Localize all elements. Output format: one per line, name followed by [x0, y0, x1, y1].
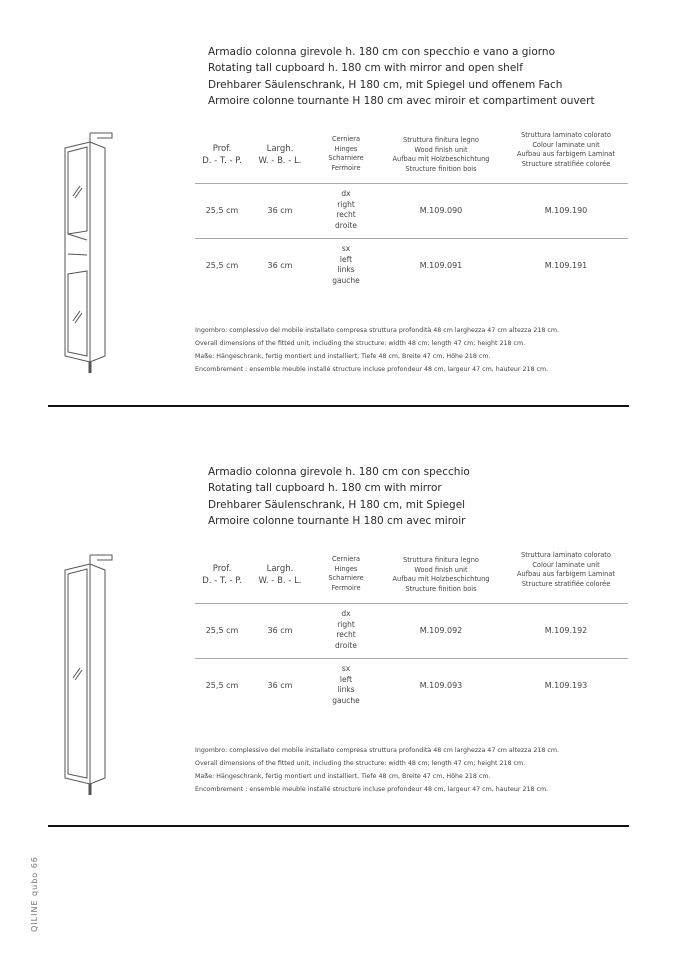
cell-laminate: M.109.190	[544, 206, 588, 215]
header-line: Largh.	[266, 564, 294, 574]
header-line: Aufbau aus farbigem Laminat	[517, 570, 615, 578]
note-line: Maße: Hängeschrank, fertig montiert und installiert, Tiefe 48 cm, Breite 47 cm, Höhe 218 cm.	[195, 773, 491, 780]
hinge-line: recht	[336, 210, 356, 219]
header-line: Structure stratifiée colorée	[521, 159, 611, 168]
header-line: Struttura laminato colorato	[521, 551, 611, 559]
header-line: Cerniera	[331, 135, 361, 143]
title-line: Drehbarer Säulenschrank, H 180 cm, mit Spiegel und offenem Fach	[208, 78, 563, 91]
cell-hinge	[286, 244, 406, 286]
cell-depth: 25,5 cm	[205, 681, 239, 690]
header-line: Scharniere	[328, 574, 364, 582]
cell-laminate: M.109.193	[544, 681, 588, 690]
cell-depth: 25,5 cm	[205, 206, 239, 215]
hinge-line: dx	[341, 189, 351, 198]
header-line: Colour laminate unit	[532, 560, 600, 569]
note-line: Ingombro: complessivo del mobile installato compresa struttura profondità 48 cm larghezza 47 cm altezza 218 cm.	[195, 327, 559, 334]
cell-hinge	[286, 189, 406, 231]
section-divider	[48, 825, 629, 827]
header-line: Colour laminate unit	[532, 140, 600, 149]
note-line: Encombrement : ensemble meuble installé structure incluse profondeur 48 cm, largeur 47 cm, hauteur 218 cm.	[195, 366, 549, 373]
header-divider	[195, 603, 628, 604]
hinge-line: droite	[335, 220, 357, 230]
product-section	[0, 420, 678, 840]
header-line: Cerniera	[331, 555, 361, 563]
column-header-laminate	[486, 551, 646, 589]
cell-depth: 25,5 cm	[205, 626, 239, 635]
hinge-line: gauche	[332, 275, 360, 285]
title-line: Armoire colonne tournante H 180 cm avec miroir	[208, 514, 466, 527]
hinge-line: droite	[335, 640, 357, 650]
header-line: Largh.	[266, 144, 294, 154]
header-line: Scharniere	[328, 154, 364, 162]
title-line: Drehbarer Säulenschrank, H 180 cm, mit Spiegel	[208, 498, 466, 511]
cell-width: 36 cm	[267, 206, 293, 215]
cell-wood: M.109.092	[419, 626, 463, 635]
header-line: D. - T. - P.	[202, 156, 242, 166]
header-line: Fermoire	[331, 583, 361, 592]
cell-hinge	[286, 664, 406, 706]
header-line: Aufbau aus farbigem Laminat	[517, 150, 615, 158]
header-line: W. - B. - L.	[258, 576, 302, 586]
cell-wood: M.109.091	[419, 261, 463, 270]
row-divider	[195, 238, 628, 239]
product-title	[208, 464, 470, 529]
title-line: Rotating tall cupboard h. 180 cm with mirror	[208, 482, 442, 495]
cell-depth: 25,5 cm	[205, 261, 239, 270]
title-line: Rotating tall cupboard h. 180 cm with mirror and open shelf	[208, 62, 523, 75]
dimension-notes	[195, 744, 559, 796]
cabinet-drawing	[60, 550, 120, 799]
section-divider	[48, 405, 629, 407]
header-line: Struttura finitura legno	[403, 136, 479, 144]
hinge-line: sx	[341, 664, 351, 673]
header-line: Prof.	[212, 564, 232, 574]
header-line: Prof.	[212, 144, 232, 154]
note-line: Maße: Hängeschrank, fertig montiert und installiert, Tiefe 48 cm, Breite 47 cm, Höhe 218 cm.	[195, 353, 491, 360]
hinge-line: left	[339, 254, 353, 264]
cell-hinge	[286, 609, 406, 651]
header-line: Structure finition bois	[405, 164, 477, 173]
header-line: W. - B. - L.	[258, 156, 302, 166]
cell-width: 36 cm	[267, 626, 293, 635]
header-line: Hinges	[334, 144, 358, 153]
hinge-line: dx	[341, 609, 351, 618]
header-line: Aufbau mit Holzbeschichtung	[392, 155, 490, 163]
header-line: D. - T. - P.	[202, 576, 242, 586]
header-divider	[195, 183, 628, 184]
row-divider	[195, 658, 628, 659]
header-line: Wood finish unit	[414, 565, 468, 574]
hinge-line: left	[339, 674, 353, 684]
cell-width: 36 cm	[267, 261, 293, 270]
header-line: Wood finish unit	[414, 145, 468, 154]
header-line: Struttura laminato colorato	[521, 131, 611, 139]
product-title	[208, 44, 595, 109]
title-line: Armadio colonna girevole h. 180 cm con specchio	[208, 466, 470, 478]
cabinet-drawing	[60, 128, 120, 377]
header-line: Hinges	[334, 564, 358, 573]
dimension-notes	[195, 324, 559, 376]
hinge-line: right	[337, 199, 355, 209]
cell-wood: M.109.090	[419, 206, 463, 215]
cell-laminate: M.109.191	[544, 261, 588, 270]
header-line: Structure stratifiée colorée	[521, 579, 611, 588]
cell-wood: M.109.093	[419, 681, 463, 690]
title-line: Armadio colonna girevole h. 180 cm con specchio e vano a giorno	[208, 46, 555, 58]
header-line: Aufbau mit Holzbeschichtung	[392, 575, 490, 583]
note-line: Encombrement : ensemble meuble installé structure incluse profondeur 48 cm, largeur 47 cm, hauteur 218 cm.	[195, 786, 549, 793]
note-line: Ingombro: complessivo del mobile installato compresa struttura profondità 48 cm larghezza 47 cm altezza 218 cm.	[195, 747, 559, 754]
header-line: Struttura finitura legno	[403, 556, 479, 564]
product-section	[0, 0, 678, 420]
hinge-line: links	[337, 265, 355, 274]
header-line: Structure finition bois	[405, 584, 477, 593]
hinge-line: recht	[336, 630, 356, 639]
header-line: Fermoire	[331, 163, 361, 172]
hinge-line: sx	[341, 244, 351, 253]
page-footer: QILINE qubo 66	[30, 856, 39, 932]
hinge-line: gauche	[332, 695, 360, 705]
note-line: Overall dimensions of the fitted unit, including the structure: width 48 cm; length 47 cm; height 218 cm.	[195, 760, 526, 767]
column-header-laminate	[486, 131, 646, 169]
cell-width: 36 cm	[267, 681, 293, 690]
hinge-line: links	[337, 685, 355, 694]
title-line: Armoire colonne tournante H 180 cm avec miroir et compartiment ouvert	[208, 94, 595, 107]
hinge-line: right	[337, 619, 355, 629]
note-line: Overall dimensions of the fitted unit, including the structure: width 48 cm; length 47 cm; height 218 cm.	[195, 340, 526, 347]
cell-laminate: M.109.192	[544, 626, 588, 635]
